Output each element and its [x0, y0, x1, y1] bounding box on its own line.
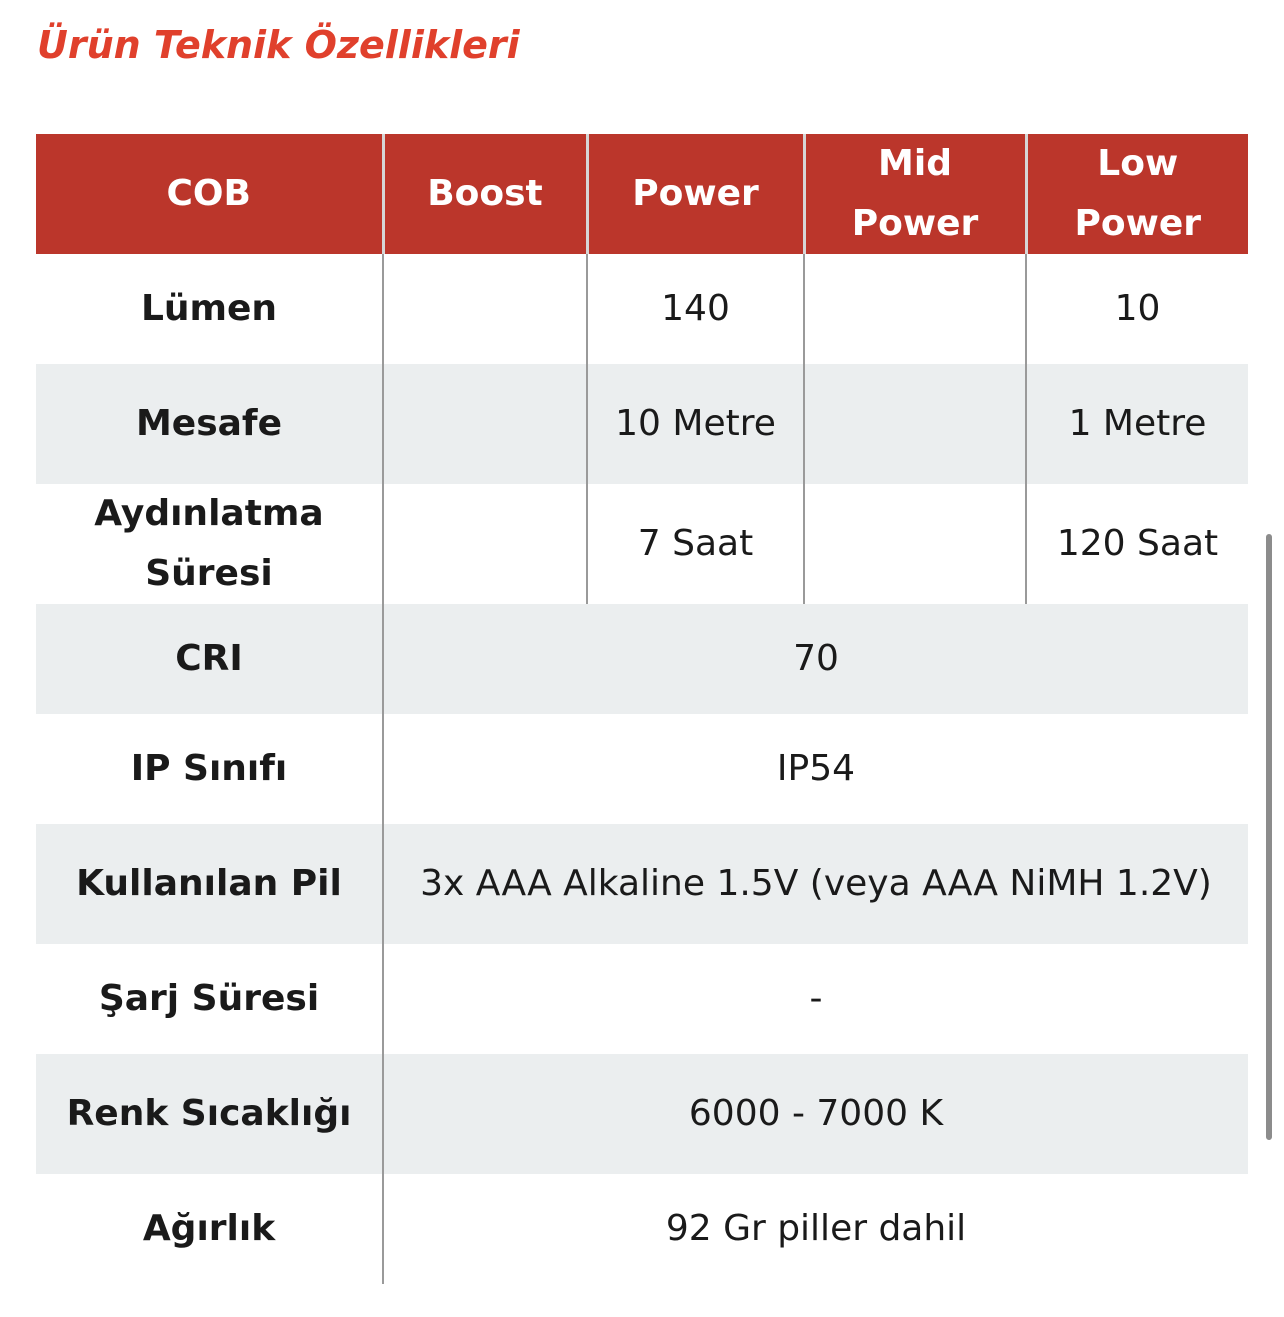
header-mid-power: Mid Power	[804, 134, 1026, 254]
scrollbar[interactable]	[1266, 534, 1272, 1140]
cell-aydinlatma-mid-power	[804, 484, 1026, 604]
header-power: Power	[587, 134, 804, 254]
table-row-mesafe	[36, 364, 1248, 484]
row-label-pil: Kullanılan Pil	[36, 824, 383, 944]
cell-pil-value: 3x AAA Alkaline 1.5V (veya AAA NiMH 1.2V)	[383, 824, 1248, 944]
cell-sarj-value: -	[383, 944, 1248, 1054]
cell-lumen-power: 140	[587, 254, 804, 364]
row-label-lumen: Lümen	[36, 254, 383, 364]
table-row-pil	[36, 824, 1248, 944]
cell-mesafe-low-power: 1 Metre	[1026, 364, 1248, 484]
table-row-agirlik	[36, 1174, 1248, 1284]
row-label-sarj: Şarj Süresi	[36, 944, 383, 1054]
cell-mesafe-boost	[383, 364, 587, 484]
cell-ip-value: IP54	[383, 714, 1248, 824]
row-label-renk: Renk Sıcaklığı	[36, 1054, 383, 1174]
cell-cri-value: 70	[383, 604, 1248, 714]
header-boost: Boost	[383, 134, 587, 254]
table-row-lumen	[36, 254, 1248, 364]
table-row-sarj	[36, 944, 1248, 1054]
cell-aydinlatma-low-power: 120 Saat	[1026, 484, 1248, 604]
table-row-renk	[36, 1054, 1248, 1174]
table-row-ip	[36, 714, 1248, 824]
cell-mesafe-mid-power	[804, 364, 1026, 484]
cell-mesafe-power: 10 Metre	[587, 364, 804, 484]
header-low-power: Low Power	[1026, 134, 1248, 254]
spec-table	[36, 134, 1248, 1284]
row-label-mesafe: Mesafe	[36, 364, 383, 484]
table-row-aydinlatma	[36, 484, 1248, 604]
cell-agirlik-value: 92 Gr piller dahil	[383, 1174, 1248, 1284]
cell-aydinlatma-power: 7 Saat	[587, 484, 804, 604]
row-label-aydinlatma: Aydınlatma Süresi	[36, 484, 383, 604]
cell-aydinlatma-boost	[383, 484, 587, 604]
cell-renk-value: 6000 - 7000 K	[383, 1054, 1248, 1174]
row-label-ip: IP Sınıfı	[36, 714, 383, 824]
cell-lumen-mid-power	[804, 254, 1026, 364]
table-row-cri	[36, 604, 1248, 714]
header-cob: COB	[36, 134, 383, 254]
cell-lumen-low-power: 10	[1026, 254, 1248, 364]
page-title: Ürün Teknik Özellikleri	[37, 23, 520, 67]
cell-lumen-boost	[383, 254, 587, 364]
table-header-row	[36, 134, 1248, 254]
row-label-agirlik: Ağırlık	[36, 1174, 383, 1284]
row-label-cri: CRI	[36, 604, 383, 714]
